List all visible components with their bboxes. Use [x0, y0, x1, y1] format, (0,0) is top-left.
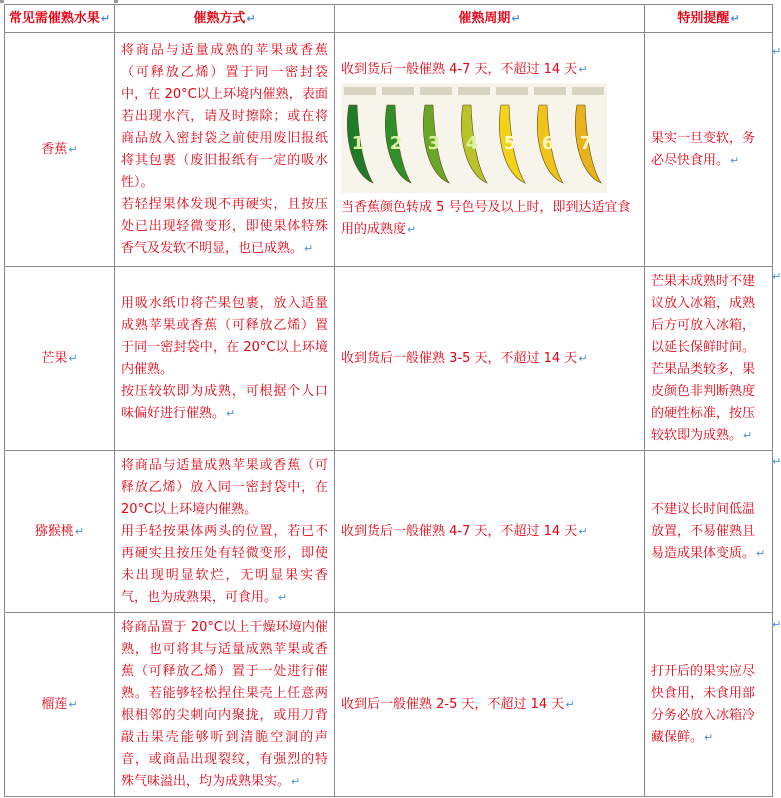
banana-caption-strip [458, 87, 490, 95]
cycle-cell: 收到后一般催熟 2-5 天，不超过 14 天↵ [335, 613, 645, 797]
reminder-cell: 打开后的果实应尽快食用，未食用部分务必放入冰箱冷藏保鲜。↵ [645, 613, 773, 797]
ruler-mark [0, 0, 4, 3]
row-end-mark: ↵ [772, 270, 781, 283]
header-method: 催熟方式↵ [115, 5, 335, 33]
reminder-cell: 芒果未成熟时不建议放入冰箱，成熟后方可放入冰箱，以延长保鲜时间。芒果品类较多，果皮颜色非判断熟度的硬性标准，按压较软即为成熟。↵ [645, 267, 773, 451]
method-paragraph: 将商品与适量成熟的苹果或香蕉（可释放乙烯）置于同一密封袋中，在 20°C以上环境内催熟，表面若出现水汽，请及时擦除；或在将商品放入密封袋之前使用废旧报纸将其包裹（废旧报纸有一定的吸水性）。 [121, 42, 328, 190]
banana-number-label: 7 [579, 132, 593, 154]
ruler-mark [114, 0, 118, 3]
banana-number-label: 4 [465, 132, 479, 154]
banana-caption-strip [534, 87, 566, 95]
banana-ripeness-chart [341, 83, 607, 193]
method-paragraph: 按压较软即为成熟，可根据个人口味偏好进行催熟。↵ [121, 383, 328, 421]
row-end-mark: ↵ [772, 618, 781, 631]
banana-caption-strip [344, 87, 376, 95]
banana-number-label: 1 [351, 132, 365, 154]
table-row [5, 267, 773, 451]
fruit-name: 榴莲↵ [5, 613, 115, 797]
fruit-name: 芒果↵ [5, 267, 115, 451]
reminder-cell: 不建议长时间低温放置，不易催熟且易造成果体变质。↵ [645, 451, 773, 613]
method-cell [115, 451, 335, 613]
cycle-cell: 收到货后一般催熟 3-5 天，不超过 14 天↵ [335, 267, 645, 451]
table-row [5, 451, 773, 613]
banana-number-label: 3 [427, 132, 441, 154]
header-cycle: 催熟周期↵ [335, 5, 645, 33]
banana-number-label: 2 [389, 132, 403, 154]
table-row [5, 613, 773, 797]
method-paragraph: 若轻捏果体发现不再硬实，且按压处已出现轻微变形，即使果体特殊香气及发软不明显，也已成熟。↵ [121, 196, 328, 256]
fruit-name: 香蕉↵ [5, 33, 115, 267]
header-fruit: 常见需催熟水果↵ [5, 5, 115, 33]
method-cell [115, 33, 335, 267]
cycle-note: 当香蕉颜色转成 5 号色号及以上时，即到达适宜食用的成熟度↵ [341, 199, 631, 237]
method-paragraph: 用手轻按果体两头的位置，若已不再硬实且按压处有轻微变形，即使未出现明显软烂，无明显果实香气，也为成熟果，可食用。↵ [121, 523, 328, 605]
fruit-name: 猕猴桃↵ [5, 451, 115, 613]
banana-caption-strip [496, 87, 528, 95]
banana-caption-strip [572, 87, 604, 95]
banana-caption-strip [382, 87, 414, 95]
cycle-cell [335, 33, 645, 267]
reminder-cell: 果实一旦变软，务必尽快食用。↵ [645, 33, 773, 267]
banana-number-label: 6 [541, 132, 555, 154]
ripening-table [4, 4, 773, 797]
method-cell [115, 613, 335, 797]
method-cell [115, 267, 335, 451]
method-paragraph: 将商品与适量成熟苹果或香蕉（可释放乙烯）放入同一密封袋中，在 20°C以上环境内催熟。 [121, 457, 328, 517]
banana-number-label: 5 [503, 132, 517, 154]
banana-caption-strip [420, 87, 452, 95]
header-reminder: 特别提醒↵ [645, 5, 773, 33]
method-paragraph: 用吸水纸巾将芒果包裹，放入适量成熟苹果或香蕉（可释放乙烯）置于同一密封袋中，在 20°C以上环境内催熟。 [121, 295, 328, 377]
method-paragraph: 将商品置于 20°C以上干燥环境内催熟，也可将其与适量成熟苹果或香蕉（可释放乙烯）置于一处进行催熟。若能够轻松捏住果壳上任意两根相邻的尖刺向内聚拢，或用刀背敲击果壳能够听到清脆空洞的声音，或商品出现裂纹，有强烈的特殊气味溢出，均为成熟果实。↵ [121, 619, 328, 789]
cycle-text: 收到货后一般催熟 4-7 天，不超过 14 天↵ [341, 61, 588, 77]
row-end-mark: ↵ [772, 455, 781, 468]
table-header-row [5, 5, 773, 33]
table-row [5, 33, 773, 267]
row-end-mark: ↵ [772, 45, 781, 58]
cycle-cell: 收到货后一般催熟 4-7 天，不超过 14 天↵ [335, 451, 645, 613]
